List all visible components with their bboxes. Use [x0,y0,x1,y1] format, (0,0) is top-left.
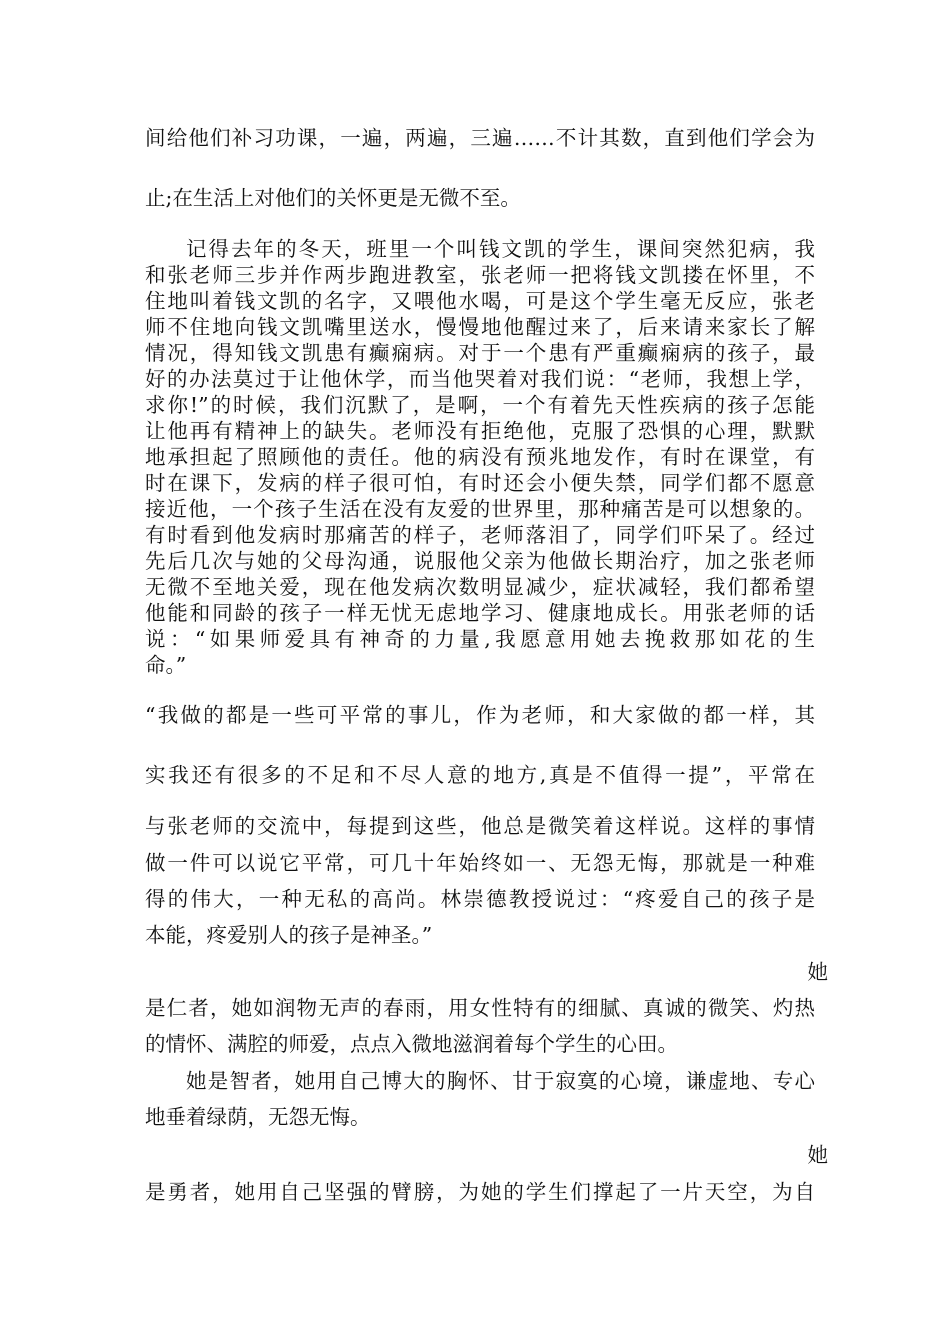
text-line: 先后几次与她的父母沟通，说服他父亲为他做长期治疗，加之张老师 [145,549,815,573]
paragraph-first-line: 记得去年的冬天，班里一个叫钱文凯的学生，课间突然犯病，我 [186,237,815,261]
text-line: 说：“如果师爱具有神奇的力量,我愿意用她去挽救那如花的生 [145,627,815,651]
text-line: 求你!”的时候，我们沉默了，是啊，一个有着先天性疾病的孩子怎能 [145,393,815,417]
paragraph-lead-char: 她 [807,960,828,984]
text-line: 师不住地向钱文凯嘴里送水，慢慢地他醒过来了，后来请来家长了解 [145,315,815,339]
text-line: 命。” [145,653,187,677]
text-line: 是勇者，她用自己坚强的臂膀，为她的学生们撑起了一片天空，为自 [145,1180,815,1204]
text-line: 让他再有精神上的缺失。老师没有拒绝他，克服了恐惧的心理，默默 [145,419,815,443]
paragraph-lead-char: 她 [807,1143,828,1167]
text-line: 无微不至地关爱，现在他发病次数明显减少，症状减轻，我们都希望 [145,575,815,599]
text-line: 做一件可以说它平常，可几十年始终如一、无怨无悔，那就是一种难 [145,851,815,875]
text-line: 止;在生活上对他们的关怀更是无微不至。 [145,186,521,210]
text-line: 是仁者，她如润物无声的春雨，用女性特有的细腻、真诚的微笑、灼热 [145,996,815,1020]
text-line: 得的伟大，一种无私的高尚。林崇德教授说过：“疼爱自己的孩子是 [145,887,815,911]
paragraph-first-line: 她是智者，她用自己博大的胸怀、甘于寂寞的心境，谦虚地、专心 [186,1069,815,1093]
text-line: 实我还有很多的不足和不尽人意的地方,真是不值得一提”，平常在 [145,763,815,787]
text-line: 和张老师三步并作两步跑进教室，张老师一把将钱文凯搂在怀里，不 [145,263,815,287]
text-line: 与张老师的交流中，每提到这些，他总是微笑着这样说。这样的事情 [145,814,815,838]
text-line: 地垂着绿荫，无怨无悔。 [145,1105,371,1129]
text-line: “我做的都是一些可平常的事儿，作为老师，和大家做的都一样，其 [145,703,815,727]
text-line: 时在课下，发病的样子很可怕，有时还会小便失禁，同学们都不愿意 [145,471,815,495]
text-line: 情况，得知钱文凯患有癫痫病。对于一个患有严重癫痫病的孩子，最 [145,341,815,365]
text-line: 的情怀、满腔的师爱，点点入微地滋润着每个学生的心田。 [145,1032,678,1056]
text-line: 间给他们补习功课，一遍，两遍，三遍……不计其数，直到他们学会为 [145,126,815,150]
text-line: 有时看到他发病时那痛苦的样子，老师落泪了，同学们吓呆了。经过 [145,523,815,547]
text-line: 地承担起了照顾他的责任。他的病没有预兆地发作，有时在课堂，有 [145,445,815,469]
text-line: 他能和同龄的孩子一样无忧无虑地学习、健康地成长。用张老师的话 [145,601,815,625]
text-line: 好的办法莫过于让他休学，而当他哭着对我们说：“老师，我想上学， [145,367,815,391]
text-line: 接近他，一个孩子生活在没有友爱的世界里，那种痛苦是可以想象的。 [145,497,815,521]
text-line: 本能，疼爱别人的孩子是神圣。” [145,923,433,947]
text-line: 住地叫着钱文凯的名字，又喂他水喝，可是这个学生毫无反应，张老 [145,289,815,313]
